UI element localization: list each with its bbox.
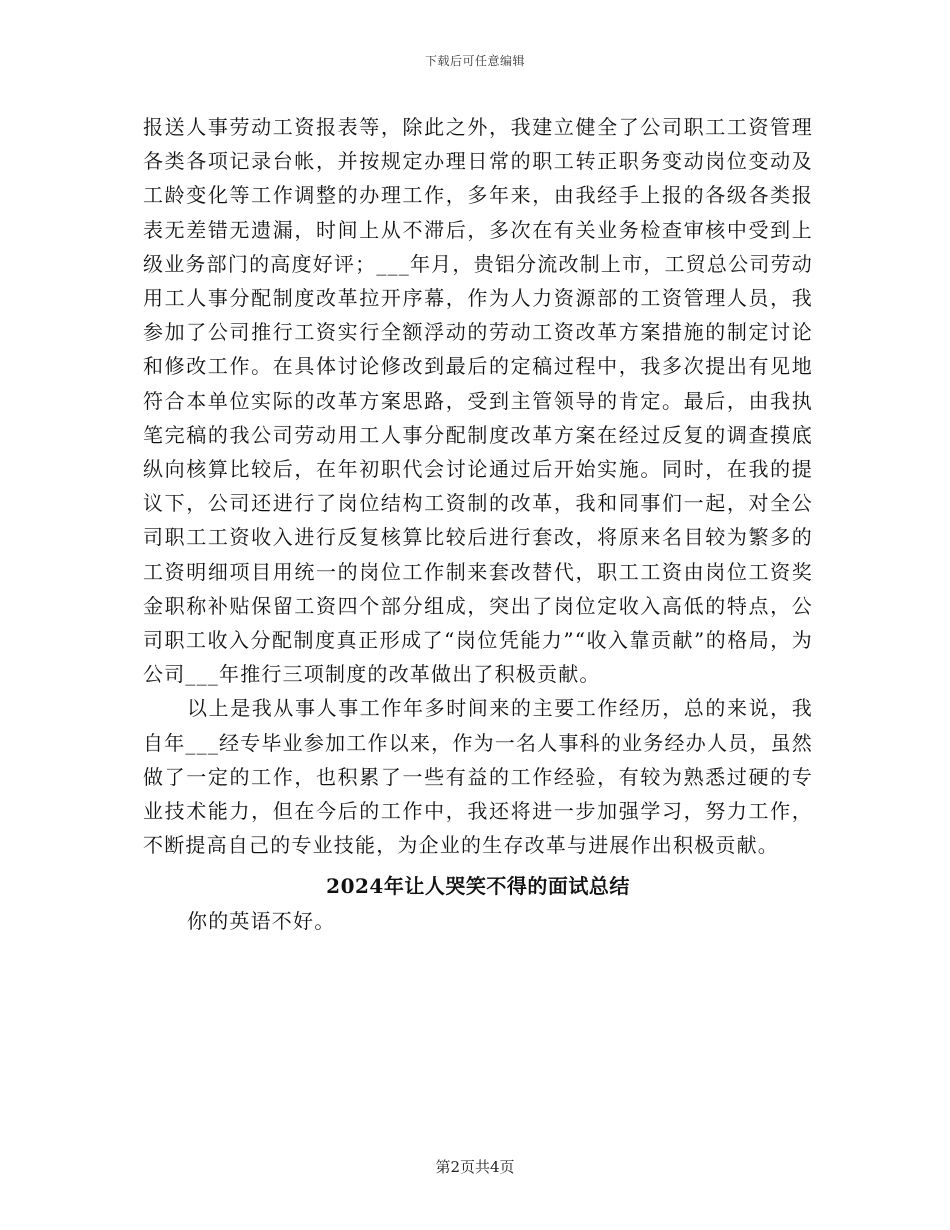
- paragraph-interview: 你的英语不好。: [187, 909, 336, 934]
- paragraph-work-history: 报送人事劳动工资报表等，除此之外，我建立健全了公司职工工资管理各类各项记录台帐，并按规定办理日常的职工转正职务变动岗位变动及工龄变化等工作调整的办理工作，多年来，由我经手上报的各级各类报表无差错无遗漏，时间上从不滞后，多次在有关业务检查审核中受到上级业务部门的高度好评；___年月，贵铝分流改制上市，工贸总公司劳动用工人事分配制度改革拉开序幕，作为人力资源部的工资管理人员，我参加了公司推行工资实行全额浮动的劳动工资改革方案措施的制定讨论和修改工作。在具体讨论修改到最后的定稿过程中，我多次提出有见地符合本单位实际的改革方案思路，受到主管领导的肯定。最后，由我执笔完稿的我公司劳动用工人事分配制度改革方案在经过反复的调查摸底纵向核算比较后，在年初职代会讨论通过后开始实施。同时，在我的提议下，公司还进行了岗位结构工资制的改革，我和同事们一起，对全公司职工工资收入进行反复核算比较后进行套改，将原来名目较为繁多的工资明细项目用统一的岗位工作制来套改替代，职工工资由岗位工资奖金职称补贴保留工资四个部分组成，突出了岗位定收入高低的特点，公司职工收入分配制度真正形成了“岗位凭能力”“收入靠贡献”的格局，为公司___年推行三项制度的改革做出了积极贡献。: [143, 115, 813, 687]
- header-note: 下载后可任意编辑: [424, 54, 525, 68]
- page-number: 第2页共4页: [435, 1158, 515, 1176]
- section-title: 2024年让人哭笑不得的面试总结: [326, 874, 630, 899]
- paragraph-summary: 以上是我从事人事工作年多时间来的主要工作经历，总的来说，我自年___经专毕业参加工作以来，作为一名人事科的业务经办人员，虽然做了一定的工作，也积累了一些有益的工作经验，有较为熟悉过硬的专业技术能力，但在今后的工作中，我还将进一步加强学习，努力工作，不断提高自己的专业技能，为企业的生存改革与进展作出积极贡献。: [143, 696, 813, 858]
- document-body: [143, 110, 813, 939]
